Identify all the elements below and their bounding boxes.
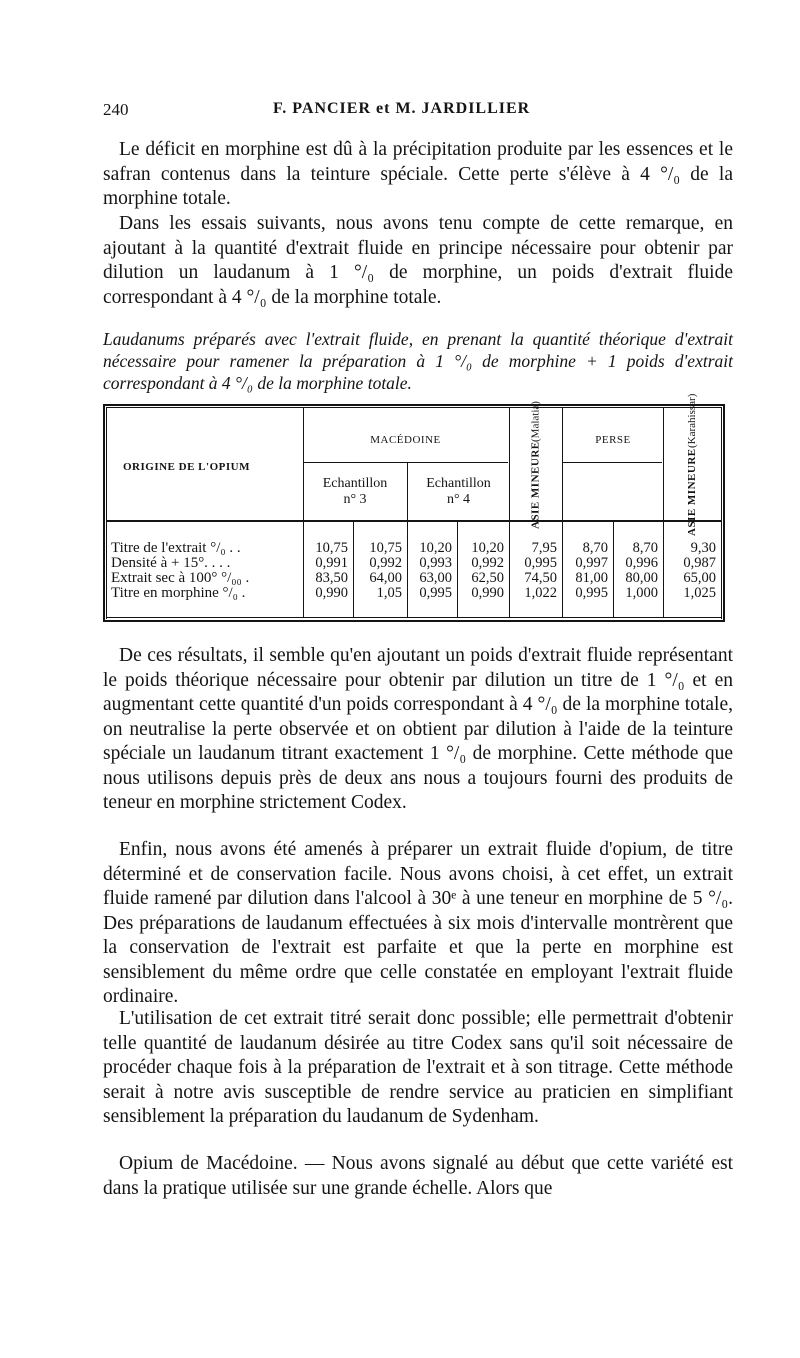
asie-mineure-karahissar-header: ASIE MINEURE (Karahissar) bbox=[686, 394, 698, 536]
running-title: F. PANCIER et M. JARDILLIER bbox=[273, 100, 531, 117]
row-label-titre-extrait: Titre de l'extrait °/₀ . . bbox=[111, 540, 241, 556]
sample-4-number: n° 4 bbox=[446, 492, 471, 507]
paragraph-4: Enfin, nous avons été amenés à préparer un extrait fluide d'opium, de titre déterminé et de conservation facile. Nous avons choisi, à cet effet, un extrait fluide ramené par dilution dans l'alcool à 30ᵉ à une teneur en morphine de 5 °/₀. Des préparations de laudanum effectuées à six mois d'intervalle montrèrent que la conservation de l'extrait est parfaite et que la perte en morphine est sensiblement du même ordre que celle constatée en employant l'extrait fluide ordinaire. bbox=[103, 839, 733, 1007]
perse-header: PERSE bbox=[595, 434, 631, 446]
table-cell: 0,997 bbox=[575, 555, 608, 571]
page-header bbox=[103, 100, 733, 126]
table-cell: 0,987 bbox=[683, 555, 716, 571]
table-cell: 1,025 bbox=[683, 585, 716, 601]
asie-mineure-malatia-header: ASIE MINEURE (Malatia) bbox=[529, 400, 542, 530]
table-cell: 83,50 bbox=[315, 570, 348, 586]
table-cell: 0,992 bbox=[369, 555, 402, 571]
table-cell: 0,992 bbox=[471, 555, 504, 571]
row-label-extrait-sec: Extrait sec à 100° °/₀₀ . bbox=[111, 570, 250, 586]
paragraph-2: Dans les essais suivants, nous avons tenu compte de cette remarque, en ajoutant à la quantité d'extrait fluide en principe nécessaire pour obtenir par dilution un laudanum à 1 °/₀ de morphine, un poids d'extrait fluide correspondant à 4 °/₀ de la morphine totale. bbox=[103, 213, 733, 308]
table-cell: 1,05 bbox=[376, 585, 402, 601]
table-cell: 9,30 bbox=[690, 540, 716, 556]
table-cell: 10,20 bbox=[419, 540, 452, 556]
table-cell: 0,995 bbox=[419, 585, 452, 601]
origin-header: ORIGINE DE L'OPIUM bbox=[123, 461, 250, 473]
sample-3-number: n° 3 bbox=[343, 492, 367, 507]
table-cell: 7,95 bbox=[531, 540, 557, 556]
table-cell: 64,00 bbox=[369, 570, 402, 586]
table-cell: 80,00 bbox=[625, 570, 658, 586]
table-cell: 10,75 bbox=[369, 540, 402, 556]
table-cell: 0,991 bbox=[315, 555, 348, 571]
table-cell: 0,995 bbox=[575, 585, 608, 601]
table-cell: 0,993 bbox=[419, 555, 452, 571]
table-cell: 63,00 bbox=[419, 570, 452, 586]
page-number: 240 bbox=[103, 100, 129, 119]
sample-4-name: Echantillon bbox=[426, 476, 491, 491]
table-cell: 65,00 bbox=[683, 570, 716, 586]
paragraph-1: Le déficit en morphine est dû à la précipitation produite par les essences et le safran contenus dans la teinture spéciale. Cette perte s'élève à 4 °/₀ de la morphine totale. bbox=[103, 139, 733, 209]
table-cell: 0,996 bbox=[625, 555, 658, 571]
row-label-densite: Densité à + 15°. . . . bbox=[111, 555, 231, 571]
table-cell: 81,00 bbox=[575, 570, 608, 586]
macedoine-header: MACÉDOINE bbox=[370, 434, 441, 446]
table-cell: 0,990 bbox=[471, 585, 504, 601]
table-cell: 74,50 bbox=[524, 570, 557, 586]
sample-3-name: Echantillon bbox=[322, 476, 388, 491]
row-label-titre-morphine: Titre en morphine °/₀ . bbox=[111, 585, 246, 601]
table-caption: Laudanums préparés avec l'extrait fluide, en prenant la quantité théorique d'extrait nécessaire pour ramener la préparation à 1 °/₀ de morphine + 1 poids d'extrait correspondant à 4 °/₀ de la morphine totale. bbox=[103, 329, 733, 393]
table-cell: 1,022 bbox=[524, 585, 557, 601]
results-table bbox=[103, 394, 725, 622]
table-cell: 0,995 bbox=[524, 555, 557, 571]
paragraph-5: L'utilisation de cet extrait titré serait donc possible; elle permettrait d'obtenir telle quantité de laudanum désirée au titre Codex sans qu'il soit nécessaire de procéder chaque fois à la préparation de l'extrait et à son titrage. Cette méthode serait à notre avis susceptible de rendre service au praticien en simplifiant sensiblement la préparation du laudanum de Sydenham. bbox=[103, 1008, 733, 1127]
table-cell: 62,50 bbox=[471, 570, 504, 586]
paragraph-6: Opium de Macédoine. — Nous avons signalé au début que cette variété est dans la pratique utilisée sur une grande échelle. Alors que bbox=[103, 1153, 733, 1199]
table-cell: 10,75 bbox=[315, 540, 348, 556]
table-cell: 8,70 bbox=[582, 540, 608, 556]
table-cell: 0,990 bbox=[315, 585, 348, 601]
table-cell: 1,000 bbox=[625, 585, 658, 601]
paragraph-3: De ces résultats, il semble qu'en ajoutant un poids d'extrait fluide représentant le poids théorique nécessaire pour obtenir par dilution un titre de 1 °/₀ et en augmentant cette quantité d'un poids correspondant à 4 °/₀ de la morphine totale, on neutralise la perte observée et on obtient par dilution à l'aide de la teinture spéciale un laudanum titrant exactement 1 °/₀ de morphine. Cette méthode que nous utilisons depuis près de deux ans nous a toujours fourni des produits de teneur en morphine strictement Codex. bbox=[103, 645, 733, 813]
table-cell: 10,20 bbox=[471, 540, 504, 556]
table-cell: 8,70 bbox=[632, 540, 658, 556]
